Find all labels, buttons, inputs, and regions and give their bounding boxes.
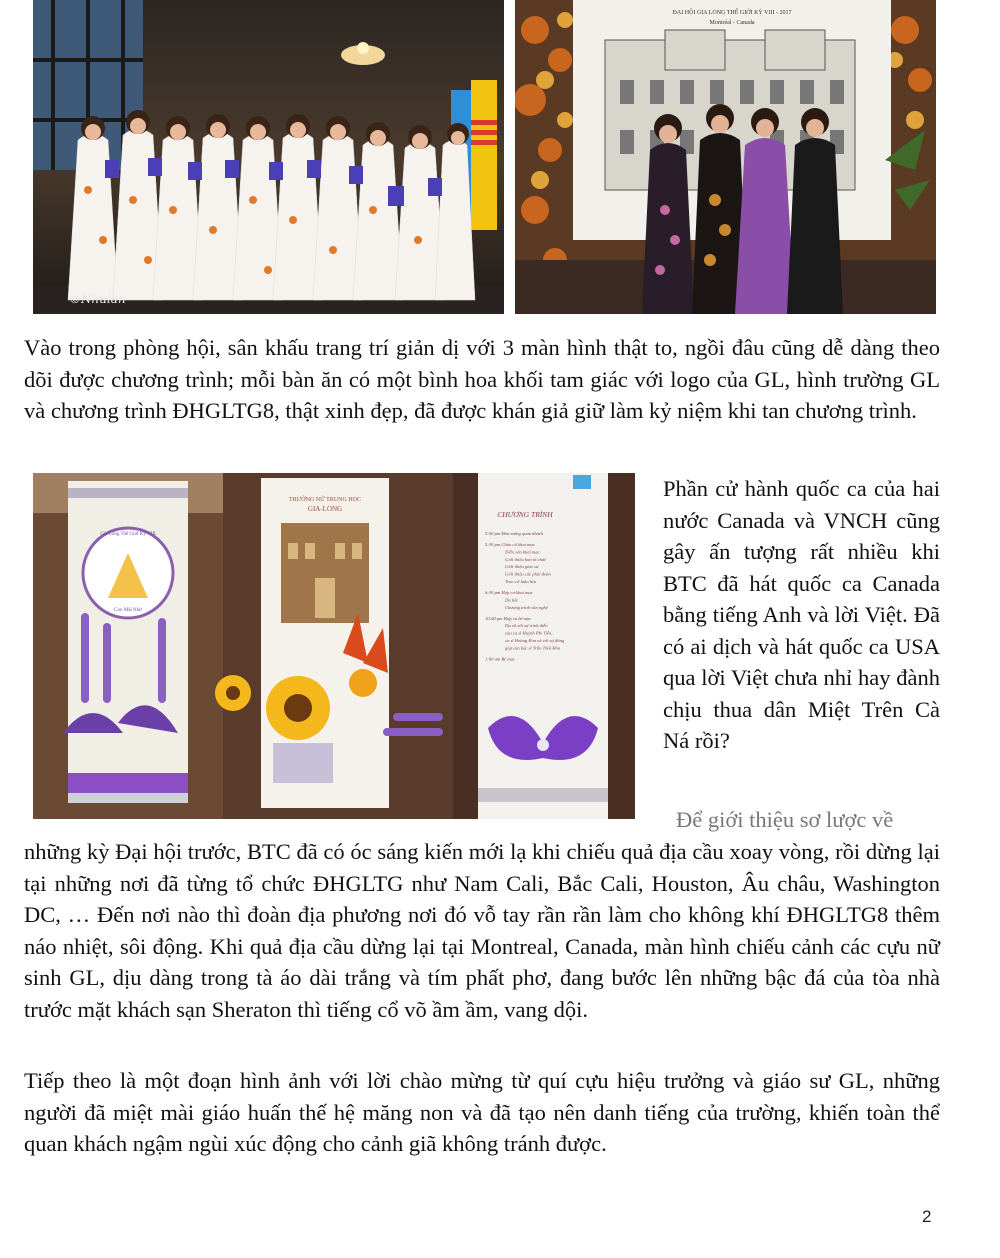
program-title: CHƯƠNG TRÌNH	[497, 510, 553, 519]
program-line: 1:00 am Bế mạc	[485, 656, 515, 662]
banner-subtitle: Montréal - Canada	[709, 20, 755, 26]
program-line: 5:30 pm Chào cờ khai mạc	[485, 542, 535, 547]
page-number: 2	[922, 1207, 932, 1226]
program-line: ca sĩ Hoàng Kim và với sự đóng	[505, 638, 565, 643]
school-title-line-1: TRƯỜNG NỮ TRUNG HỌC	[288, 497, 362, 503]
program-line: Chương trình văn nghệ	[505, 604, 548, 610]
banner-title: ĐẠI HỘI GIA LONG THẾ GIỚI KỲ VIII - 2017	[672, 10, 792, 16]
logo-ribbon-text: Gia Long Thế Giới Kỳ VIII	[100, 532, 156, 537]
program-line: Dạ tiệc	[505, 597, 519, 603]
school-title-line-2: GIA-LONG	[307, 505, 343, 513]
stage-photo	[515, 0, 936, 314]
program-line: 5:00 pm Đón mừng quan khách	[485, 531, 544, 536]
paragraph-principals: Tiếp theo là một đoạn hình ảnh với lời chào mừng từ quí cựu hiệu trưởng và giáo sư GL, những người đã miệt mài giáo huấn thế hệ măng non và đã tạo nên danh tiếng của trường, khiến toàn thể quan khách ngậm ngùi xúc động cho cảnh giã không tránh được.	[24, 1068, 940, 1156]
logo-bottom-text: Con Mãi Nhớ	[114, 608, 142, 613]
program-line: góp của bác sĩ Trần Thái Hòa	[505, 645, 561, 651]
table-decoration-photo	[33, 473, 635, 819]
paragraph-history-start: Để giới thiệu sơ lược về	[676, 807, 894, 832]
program-line: Giới thiệu các phái đoàn	[505, 571, 551, 577]
program-line: Giới thiệu ban tổ chức	[505, 556, 547, 562]
paragraph-history: những kỳ Đại hội trước, BTC đã có óc sáng kiến mới lạ khi chiếu quả địa cầu xoay vòng, rồi dừng lại tại những nơi đã từng tổ chức ĐHGLTG như Nam Cali, Bắc Cali, Houston, Âu châu, Washington DC, … Đến nơi nào thì đoàn địa phương nơi đó vỗ tay rần rần làm cho không khí ĐHGLTG8 thêm náo nhiệt, sôi động. Khi quả địa cầu dừng lại tại Montreal, Canada, màn hình chiếu cảnh các cựu nữ sinh GL, dịu dàng trong tà áo dài trắng và tím phất phơ, đang bước lên những bậc đá của tòa nhà trước mặt khách sạn Sheraton thì tiếng cổ võ ầm ầm, vang dội.	[24, 839, 940, 1022]
program-line: 10:00 pm Hợp ca bế mạc	[485, 615, 532, 621]
program-line: Trao cờ luân lưu	[505, 579, 536, 584]
program-line: 6:30 pm Hợp ca khai mạc	[485, 590, 533, 595]
photo-credit: ©Nhulan	[69, 292, 126, 306]
program-line: Giới thiệu giáo sư	[505, 564, 539, 570]
program-line: Diễn văn khai mạc	[505, 549, 540, 555]
paragraph-anthem: Phần cử hành quốc ca của hai nước Canada và VNCH cũng gây ấn tượng rất nhiều khi BTC đã hát quốc ca Canada bằng tiếng Anh và lời Việt. Đã có ai dịch và hát quốc ca USA qua lời Việt chưa nhỉ hay đành chịu thua dân Miệt Trên Cà Ná rồi?	[663, 476, 940, 753]
program-line: của ca sĩ Huỳnh Phi Tiễn,	[505, 630, 553, 636]
program-line: Dạ vũ với sự trình diễn	[505, 623, 548, 629]
group-photo	[33, 0, 504, 314]
paragraph-venue: Vào trong phòng hội, sân khấu trang trí giản dị với 3 màn hình thật to, ngồi đâu cũng dễ dàng theo dõi được chương trình; mỗi bàn ăn có một bình hoa khối tam giác với logo của GL, hình trường GL và chương trình ĐHGLTG8, thật xinh đẹp, đã được khán giả giữ làm kỷ niệm khi tan chương trình.	[24, 335, 940, 423]
